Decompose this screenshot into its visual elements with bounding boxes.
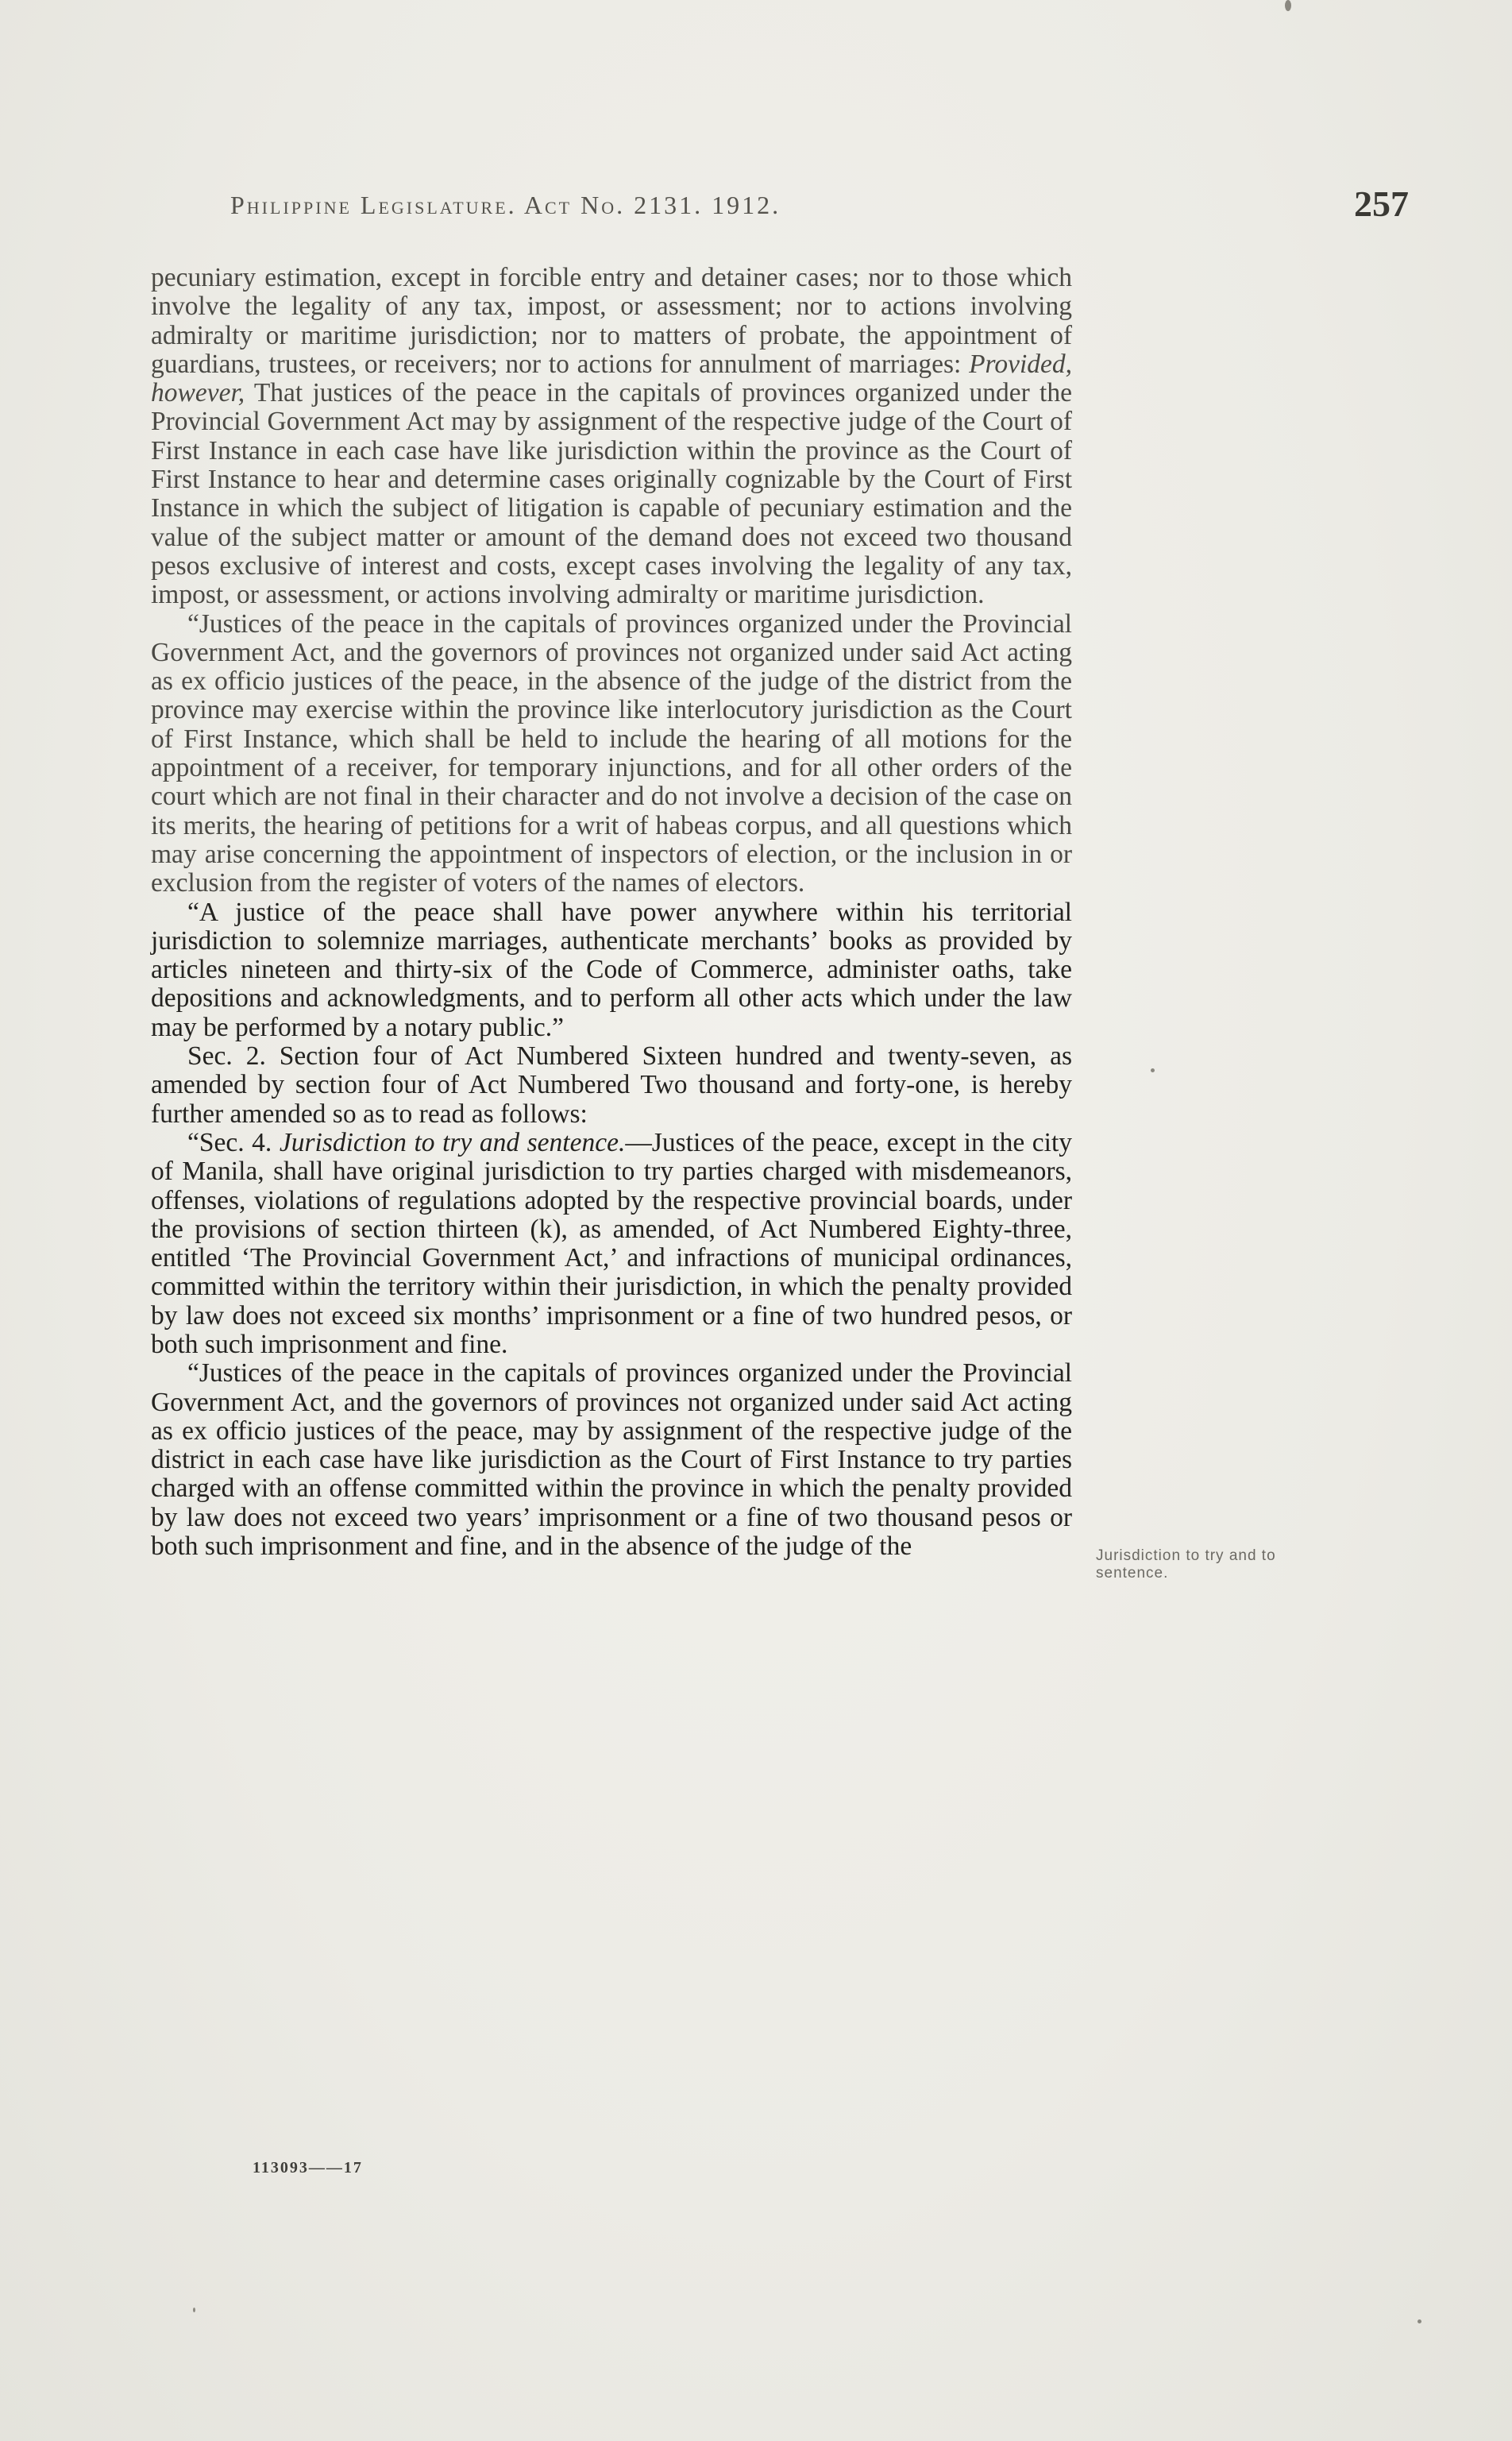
proviso-phrase: Provided, however, xyxy=(151,349,1073,408)
paragraph-section-2 xyxy=(151,1042,1072,1129)
paragraph-section-4 xyxy=(151,1129,1072,1359)
paragraph-1 xyxy=(151,264,1072,610)
paragraph-notary-powers: “A justice of the peace shall have power anywhere within his territorial jurisdiction to solemnize marriages, authenticate merchants’ books as provided by articles nineteen and thirty-six of the Code of Commerce, administer oaths, take depositions and acknowledgments, and to perform all other acts which under the law may be performed by a notary public.” xyxy=(151,897,1072,1042)
page-number: 257 xyxy=(1354,183,1409,224)
paper-speck xyxy=(1151,1068,1155,1072)
print-code: 113093——17 xyxy=(253,2159,363,2176)
paper-speck xyxy=(193,2308,195,2312)
margin-note: Jurisdiction to try and to sentence. xyxy=(1096,1547,1276,1582)
section-2-label: Sec. 2. xyxy=(187,1041,266,1072)
body-text xyxy=(151,264,1072,1561)
paper-speck xyxy=(1418,2319,1421,2323)
paper-speck xyxy=(1285,0,1291,11)
section-4-label: “Sec. 4. xyxy=(187,1127,272,1157)
section-4-text: —Justices of the peace, except in the city of Manila, shall have original jurisdiction to try parties charged with misdemeanors, offenses, violations of regulations adopted by the respective provincial boards, under the provisions of section thirteen (k), as amended, of Act Numbered Eighty-three, entitled ‘The Provincial Government Act,’ and infractions of municipal ordinances, committed within the territory within their jurisdiction, in which the penalty provided by law does not exceed six months’ imprisonment or a fine of two hundred pesos, or both such imprisonment and fine. xyxy=(151,1127,1072,1359)
running-head: Philippine Legislature. Act No. 2131. 1912. xyxy=(230,191,781,219)
paragraph-interlocutory: “Justices of the peace in the capitals of provinces organized under the Provincial Government Act, and the governors of provinces not organized under said Act acting as ex officio justices of the peace, in the absence of the judge of the district from the province may exercise within the province like interlocutory jurisdiction as the Court of First Instance, which shall be held to include the hearing of all motions for the appointment of a receiver, for temporary injunctions, and for all other orders of the court which are not final in their character and do not involve a decision of the case on its merits, the hearing of petitions for a writ of habeas corpus, and all questions which may arise concerning the appointment of inspectors of election, or the inclusion in or exclusion from the register of voters of the names of electors. xyxy=(151,608,1072,898)
paragraph-capitals-jurisdiction: “Justices of the peace in the capitals of provinces organized under the Provincial Government Act, and the governors of provinces not organized under said Act acting as ex officio justices of the peace, may by assignment of the respective judge of the district in each case have like jurisdiction as the Court of First Instance to try parties charged with an offense committed within the province in which the penalty provided by law does not exceed two years’ imprisonment or a fine of two thousand pesos or both such imprisonment and fine, and in the absence of the judge of the xyxy=(151,1358,1072,1562)
section-2-text: Section four of Act Numbered Sixteen hundred and twenty-seven, as amended by section four of Act Numbered Two thousand and forty-one, is hereby further amended so as to read as follows: xyxy=(151,1041,1072,1129)
paragraph-1-proviso-text: That justices of the peace in the capitals of provinces organized under the Provincial Government Act may by assignment of the respective judge of the Court of First Instance in each case have like jurisdiction within the province as the Court of First Instance to hear and determine cases originally cognizable by the Court of First Instance in which the subject of litigation is capable of pecuniary estimation and the value of the subject matter or amount of the demand does not exceed two thousand pesos exclusive of interest and costs, except cases involving the legality of any tax, impost, or assessment, or actions involving admiralty or maritime jurisdiction. xyxy=(151,378,1072,610)
paragraph-1-text: pecuniary estimation, except in forcible entry and detainer cases; nor to those which involve the legality of any tax, impost, or assessment; nor to actions involving admiralty or maritime jurisdiction; nor to matters of probate, the appointment of guardians, trustees, or receivers; nor to actions for annulment of marriages: xyxy=(151,263,1072,379)
section-4-title: Jurisdiction to try and sentence. xyxy=(279,1127,626,1157)
